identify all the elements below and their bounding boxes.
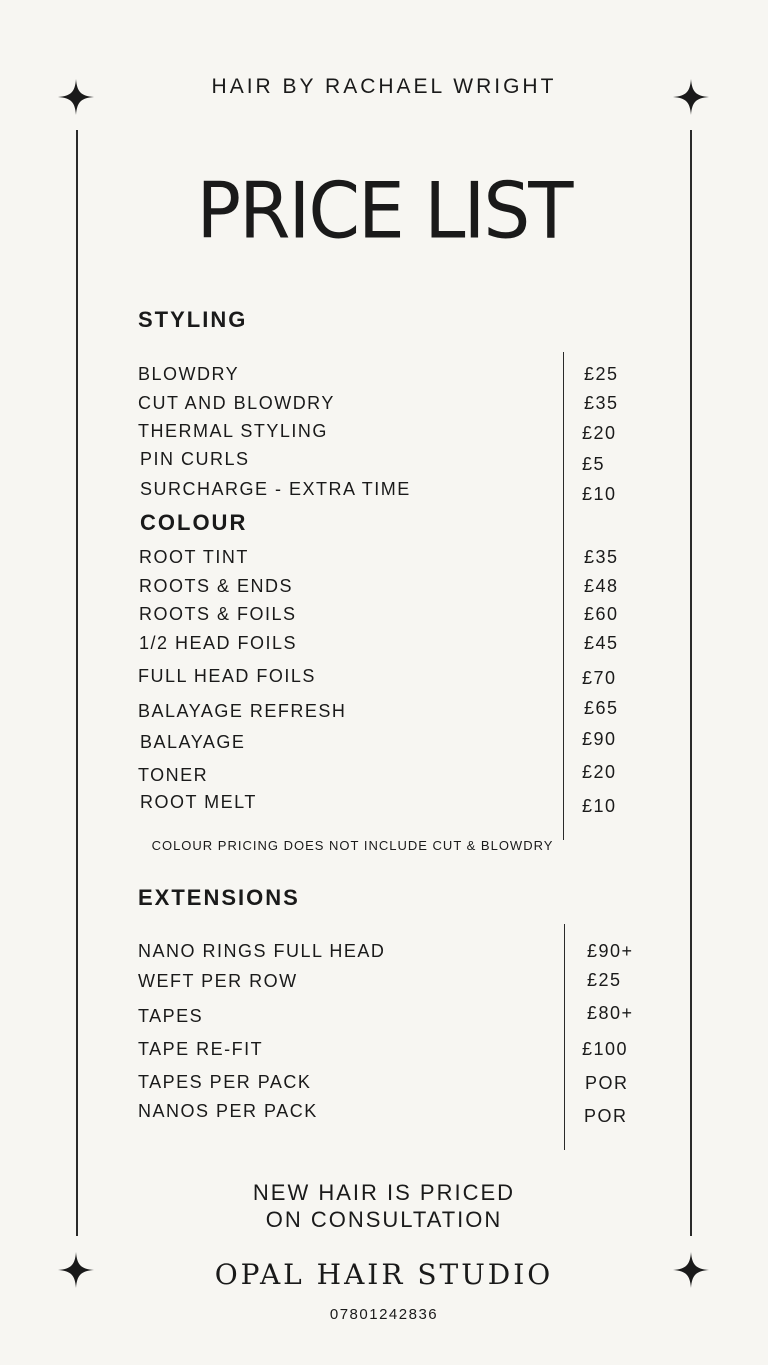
list-item-name: ROOTS & FOILS: [139, 604, 297, 624]
price-divider-styling-colour: [563, 352, 564, 840]
stylist-name: HAIR BY RACHAEL WRIGHT: [211, 75, 557, 98]
list-item-price: £60: [584, 604, 619, 624]
list-item-name: CUT AND BLOWDRY: [138, 393, 335, 413]
list-item-price: £10: [582, 484, 617, 504]
list-item-name: 1/2 HEAD FOILS: [139, 633, 298, 653]
list-item-price: £100: [582, 1039, 629, 1059]
price-divider-extensions: [564, 924, 565, 1150]
list-item-price: POR: [584, 1106, 628, 1126]
list-item-name: FULL HEAD FOILS: [138, 666, 316, 686]
list-item-name: BALAYAGE REFRESH: [138, 701, 347, 721]
list-item-price: £35: [584, 547, 619, 567]
list-item-price: £48: [584, 576, 619, 596]
list-item-price: £10: [582, 796, 617, 816]
list-item-name: BLOWDRY: [138, 364, 240, 384]
list-item-price: £80+: [587, 1003, 634, 1023]
list-item-price: £20: [582, 762, 617, 782]
list-item-name: ROOT TINT: [139, 547, 249, 567]
list-item-name: BALAYAGE: [140, 732, 246, 752]
list-item-name: PIN CURLS: [140, 449, 250, 469]
list-item-name: ROOT MELT: [140, 792, 257, 812]
list-item-name: TAPES PER PACK: [138, 1072, 312, 1092]
section-title-colour: COLOUR: [140, 510, 248, 535]
consultation-note: [0, 1179, 768, 1233]
list-item-name: TONER: [138, 765, 209, 785]
frame-line-left: [76, 130, 78, 1236]
consultation-line-1: NEW HAIR IS PRICED: [252, 1180, 516, 1205]
consultation-line-2: ON CONSULTATION: [265, 1207, 503, 1232]
section-title-styling: STYLING: [138, 307, 248, 332]
frame-line-right: [690, 130, 692, 1236]
list-item-price: £45: [584, 633, 619, 653]
list-item-name: NANO RINGS FULL HEAD: [138, 941, 386, 961]
list-item-price: £25: [584, 364, 619, 384]
list-item-name: TAPES: [138, 1006, 204, 1026]
list-item-price: £90+: [587, 941, 634, 961]
list-item-name: SURCHARGE - EXTRA TIME: [140, 479, 411, 499]
list-item-price: £5: [582, 454, 606, 474]
list-item-name: ROOTS & ENDS: [139, 576, 294, 596]
list-item-name: NANOS PER PACK: [138, 1101, 318, 1121]
list-item-price: £90: [582, 729, 617, 749]
page-title: PRICE LIST: [196, 165, 572, 257]
list-item-price: £35: [584, 393, 619, 413]
list-item-name: THERMAL STYLING: [138, 421, 328, 441]
list-item-price: £25: [587, 970, 622, 990]
list-item-price: POR: [585, 1073, 629, 1093]
list-item-name: TAPE RE-FIT: [138, 1039, 264, 1059]
studio-name: OPAL HAIR STUDIO: [214, 1258, 554, 1291]
list-item-price: £20: [582, 423, 617, 443]
phone-number: 07801242836: [329, 1306, 439, 1323]
list-item-price: £70: [582, 668, 617, 688]
list-item-price: £65: [584, 698, 619, 718]
section-title-extensions: EXTENSIONS: [138, 885, 300, 910]
colour-note: COLOUR PRICING DOES NOT INCLUDE CUT & BLOWDRY: [151, 838, 554, 853]
list-item-name: WEFT PER ROW: [138, 971, 298, 991]
